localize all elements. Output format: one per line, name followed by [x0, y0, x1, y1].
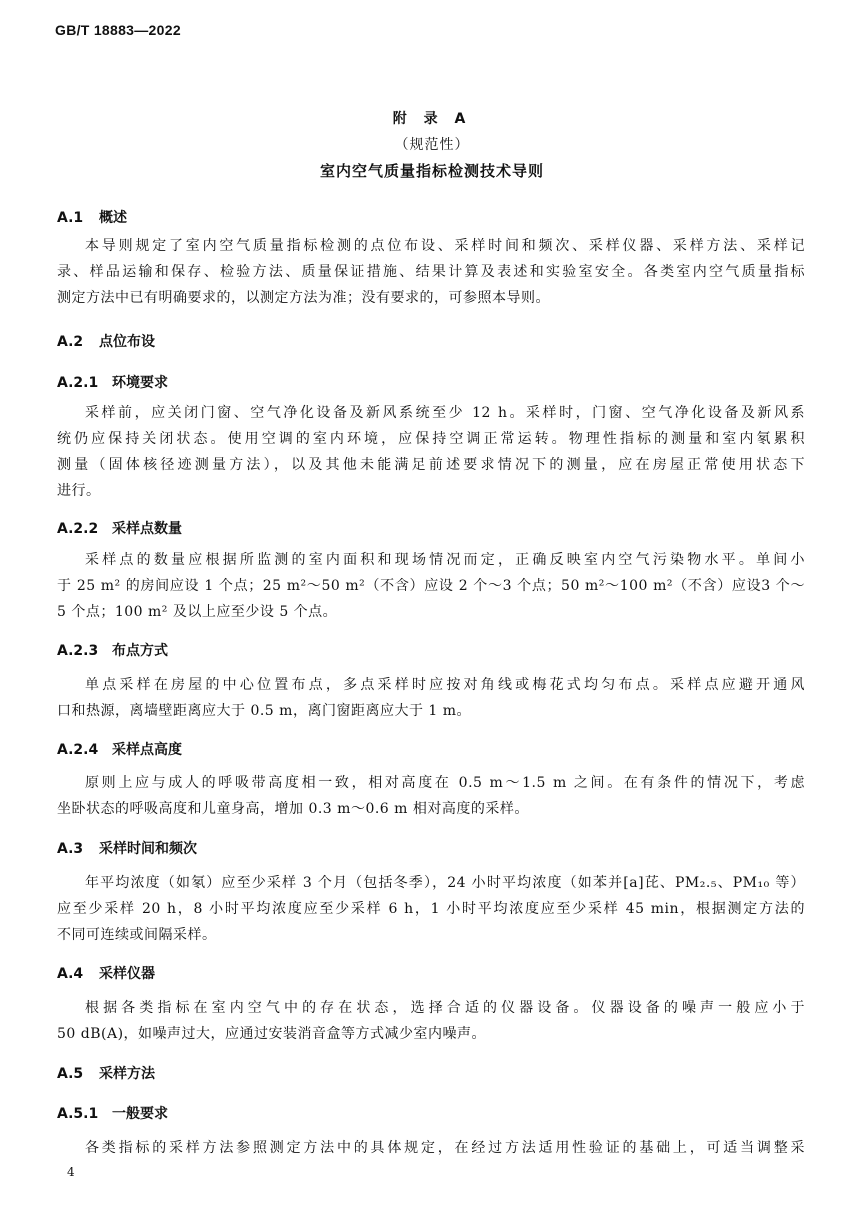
annex-title: 附 录 A: [392, 111, 472, 127]
section-body-a21: 采样前，应关闭门窗、空气净化设备及新风系统至少 12 h。采样时，门窗、空气净化设备及新风系 统仍应保持关闭状态。使用空调的室内环境，应保持空调正常运转。物理性指标的测量和室内氡累积 测量（固体核径迹测量方法），以及其他未能满足前述要求情况下的测量，应在房屋正常使用状态下 进行。: [57, 405, 805, 499]
section-heading-a23: A.2.3 布点方式: [57, 643, 168, 659]
section-heading-a1: A.1 概述: [57, 210, 127, 226]
section-heading-a22: A.2.2 采样点数量: [57, 521, 182, 537]
annex-name: 室内空气质量指标检测技术导则: [319, 162, 544, 180]
section-heading-a5: A.5 采样方法: [57, 1066, 155, 1082]
standard-code: GB/T 18883—2022: [55, 22, 181, 38]
section-heading-a21: A.2.1 环境要求: [57, 375, 168, 391]
section-heading-a2: A.2 点位布设: [57, 334, 155, 350]
section-heading-a51: A.5.1 一般要求: [57, 1106, 168, 1122]
page-number: 4: [67, 1165, 75, 1179]
section-heading-a24: A.2.4 采样点高度: [57, 742, 182, 758]
section-body-a24: 原则上应与成人的呼吸带高度相一致，相对高度在 0.5 m～1.5 m 之间。在有条件的情况下，考虑 坐卧状态的呼吸高度和儿童身高，增加 0.3 m～0.6 m 相对高度的采样。: [57, 775, 805, 817]
section-heading-a4: A.4 采样仪器: [57, 966, 155, 982]
section-body-a22: 采样点的数量应根据所监测的室内面积和现场情况而定，正确反映室内空气污染物水平。单间小 于 25 m² 的房间应设 1 个点；25 m²～50 m²（不含）应设 2 个～3 个点；50 m²～100 m²（不含）应设3 个～ 5 个点；100 m² 及以上应至少设 5 个点。: [57, 552, 805, 620]
annex-type: （规范性）: [394, 137, 470, 153]
section-body-a51: 各类指标的采样方法参照测定方法中的具体规定，在经过方法适用性验证的基础上，可适当调整采: [85, 1140, 805, 1156]
section-body-a4: 根据各类指标在室内空气中的存在状态，选择合适的仪器设备。仪器设备的噪声一般应小于 50 dB(A)，如噪声过大，应通过安装消音盒等方式减少室内噪声。: [57, 1000, 805, 1042]
section-heading-a3: A.3 采样时间和频次: [57, 841, 197, 857]
section-body-a1: 本导则规定了室内空气质量指标检测的点位布设、采样时间和频次、采样仪器、采样方法、采样记 录、样品运输和保存、检验方法、质量保证措施、结果计算及表述和实验室安全。各类室内空气质量指标 测定方法中已有明确要求的，以测定方法为准；没有要求的，可参照本导则。: [57, 238, 805, 306]
section-body-a23: 单点采样在房屋的中心位置布点，多点采样时应按对角线或梅花式均匀布点。采样点应避开通风 口和热源，离墙壁距离应大于 0.5 m，离门窗距离应大于 1 m。: [57, 677, 805, 719]
section-body-a3: 年平均浓度（如氡）应至少采样 3 个月（包括冬季），24 小时平均浓度（如苯并[a]芘、PM₂.₅、PM₁₀ 等） 应至少采样 20 h，8 小时平均浓度应至少采样 6 h，1 小时平均浓度应至少采样 45 min，根据测定方法的 不同可连续或间隔采样。: [57, 875, 805, 943]
